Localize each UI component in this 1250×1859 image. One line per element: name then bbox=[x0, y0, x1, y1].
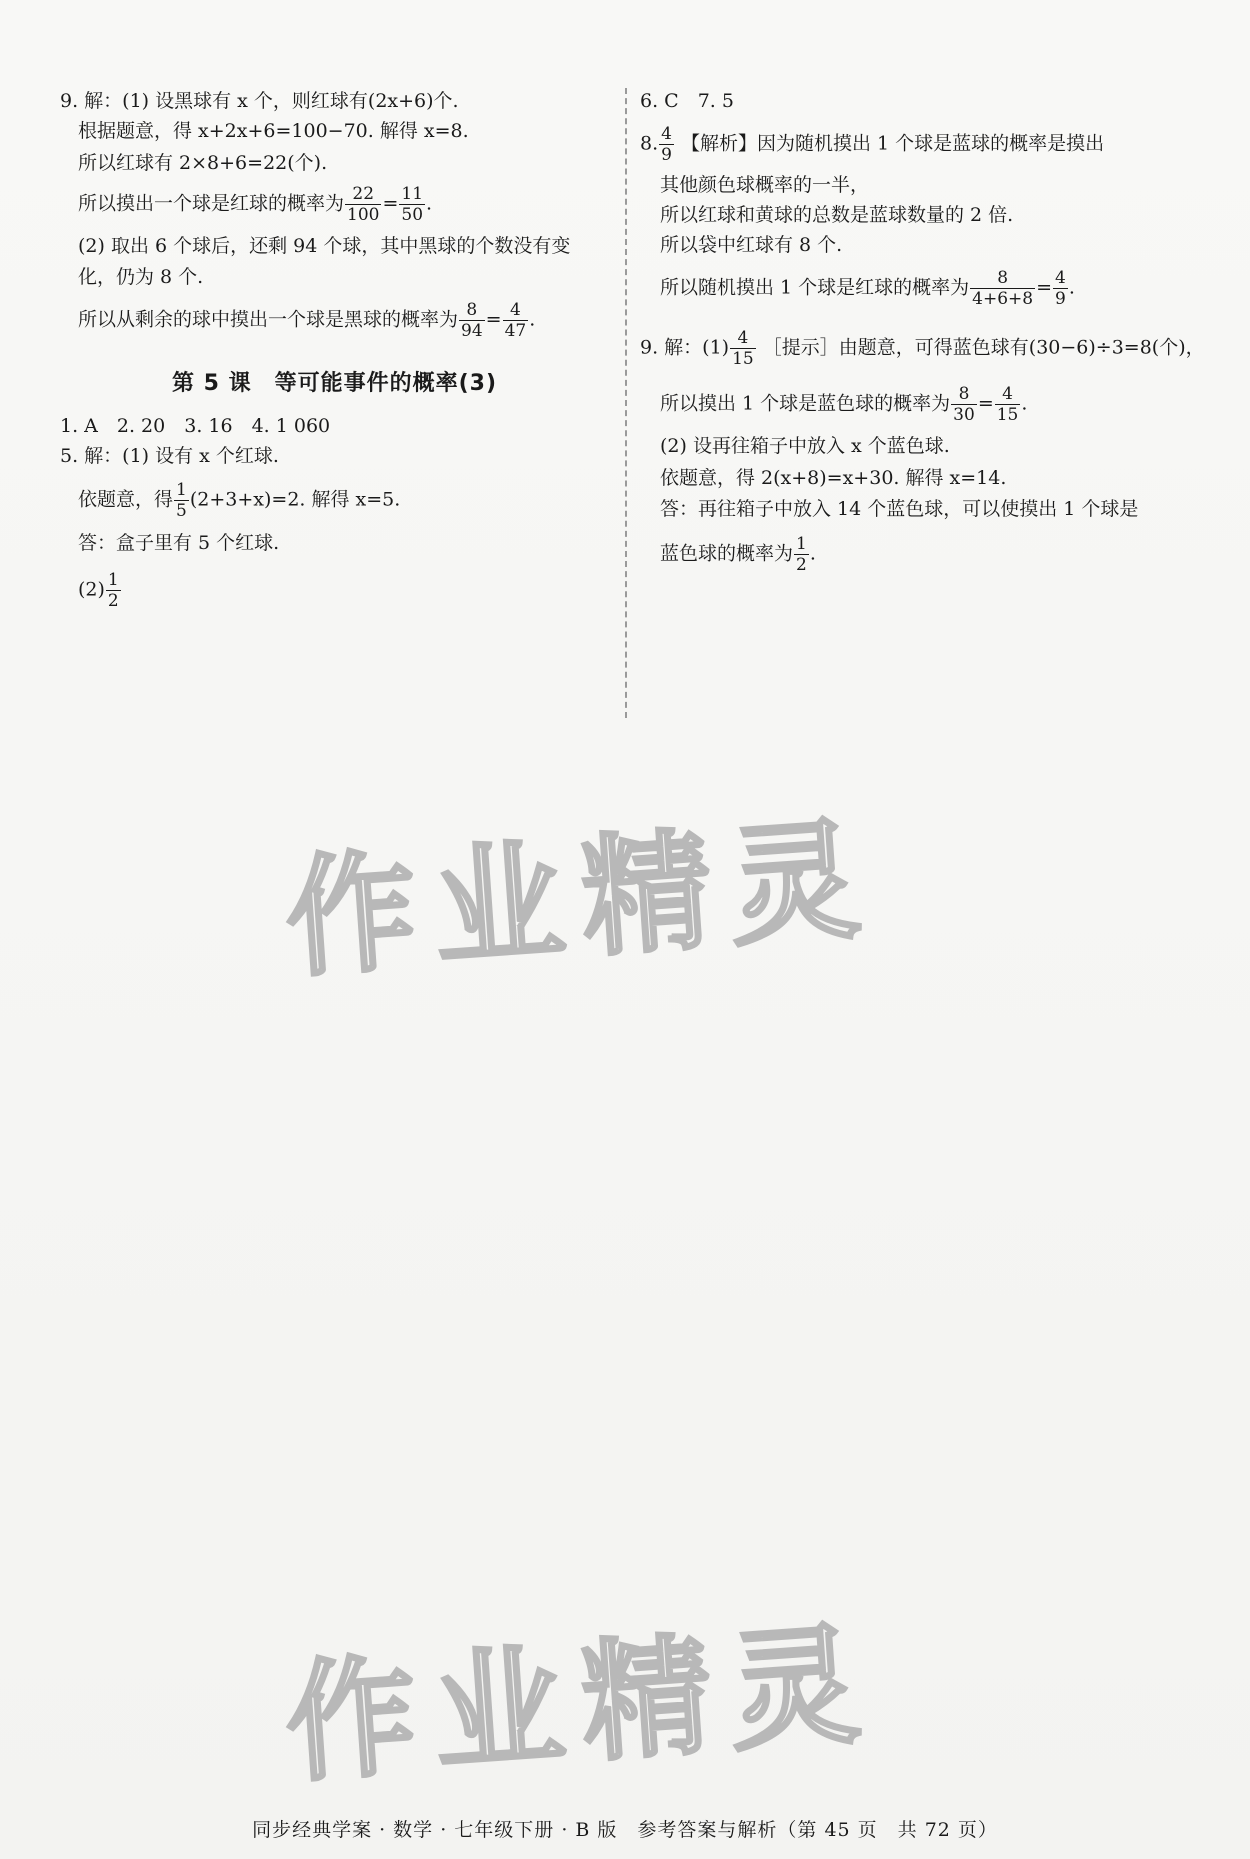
q8-line-3: 所以红球和黄球的总数是蓝球数量的 2 倍. bbox=[660, 204, 1014, 226]
denominator: 47 bbox=[504, 321, 527, 341]
denominator: 15 bbox=[732, 349, 754, 369]
denominator: 2 bbox=[796, 555, 807, 575]
period: . bbox=[809, 542, 816, 565]
q9-line-5: (2) 取出 6 个球后，还剩 94 个球，其中黑球的个数没有变 bbox=[78, 235, 571, 257]
q9-line-7 bbox=[78, 300, 535, 341]
numerator: 8 bbox=[997, 268, 1009, 288]
q9r-line-5: 答：再往箱子中放入 14 个蓝色球，可以使摸出 1 个球是 bbox=[660, 498, 1139, 520]
fraction bbox=[174, 480, 189, 521]
q8-number: 8. bbox=[640, 132, 659, 155]
denominator: 30 bbox=[953, 405, 975, 425]
numerator: 1 bbox=[176, 480, 187, 500]
equals: = bbox=[485, 308, 502, 331]
watermark-top: 作业精灵 bbox=[281, 802, 883, 996]
q5-line-2 bbox=[78, 480, 400, 521]
q9r-line-6 bbox=[660, 534, 816, 575]
fraction bbox=[1053, 268, 1068, 309]
equals: = bbox=[1036, 276, 1053, 299]
fraction bbox=[106, 570, 121, 611]
denominator: 94 bbox=[461, 321, 483, 341]
q9-line-3: 所以红球有 2×8+6=22(个). bbox=[78, 152, 328, 174]
numerator: 1 bbox=[796, 534, 807, 554]
q9-line-6: 化，仍为 8 个. bbox=[78, 266, 204, 288]
fraction bbox=[345, 184, 381, 225]
numerator: 8 bbox=[958, 384, 970, 404]
numerator: 4 bbox=[737, 328, 749, 348]
fraction bbox=[951, 384, 977, 425]
q9r-hint: ［提示］由题意，可得蓝色球有(30−6)÷3=8(个)， bbox=[762, 336, 1205, 359]
denominator: 4+6+8 bbox=[972, 289, 1034, 309]
watermark-bottom: 作业精灵 bbox=[281, 1607, 883, 1801]
fraction bbox=[794, 534, 809, 575]
q5-line-2-tail: (2+3+x)=2. 解得 x=5. bbox=[189, 488, 401, 511]
section-heading: 第 5 课 等可能事件的概率(3) bbox=[172, 371, 498, 396]
q5-line-3: 答：盒子里有 5 个红球. bbox=[78, 532, 280, 554]
denominator: 2 bbox=[107, 591, 119, 611]
denominator: 100 bbox=[347, 205, 380, 225]
fraction bbox=[503, 300, 529, 341]
q5-line-4 bbox=[78, 570, 122, 611]
q9r-line-2 bbox=[660, 384, 1027, 425]
denominator: 9 bbox=[1055, 289, 1066, 309]
equals: = bbox=[382, 192, 399, 215]
page-footer: 同步经典学案 · 数学 · 七年级下册 · B 版 参考答案与解析（第 45 页 共 72 页） bbox=[252, 1819, 998, 1841]
fraction bbox=[995, 384, 1021, 425]
q9r-line-6-text: 蓝色球的概率为 bbox=[660, 542, 794, 565]
numerator: 11 bbox=[401, 184, 424, 204]
fraction bbox=[399, 184, 425, 225]
fraction bbox=[970, 268, 1035, 309]
fraction bbox=[730, 328, 756, 369]
q8-line-2: 其他颜色球概率的一半， bbox=[660, 174, 870, 196]
fraction bbox=[659, 124, 674, 165]
denominator: 9 bbox=[661, 145, 672, 165]
period: . bbox=[529, 308, 536, 331]
q8-line-1 bbox=[640, 124, 1104, 165]
equals: = bbox=[977, 392, 994, 415]
q9r-number: 9. 解：(1) bbox=[640, 336, 730, 359]
period: . bbox=[426, 192, 433, 215]
q9-line-1: 9. 解：(1) 设黑球有 x 个，则红球有(2x+6)个. bbox=[60, 90, 459, 112]
q9-line-2: 根据题意，得 x+2x+6=100−70. 解得 x=8. bbox=[78, 120, 469, 142]
numerator: 8 bbox=[466, 300, 478, 320]
denominator: 15 bbox=[996, 405, 1019, 425]
q8-line-5 bbox=[660, 268, 1075, 309]
numerator: 22 bbox=[352, 184, 375, 204]
q9r-line-3: (2) 设再往箱子中放入 x 个蓝色球. bbox=[660, 435, 950, 457]
q9-line-4 bbox=[78, 184, 432, 225]
q8-analysis: 【解析】因为随机摸出 1 个球是蓝球的概率是摸出 bbox=[681, 132, 1105, 155]
numerator: 4 bbox=[509, 300, 521, 320]
q5-line-2-text: 依题意，得 bbox=[78, 488, 174, 511]
q9r-line-4: 依题意，得 2(x+8)=x+30. 解得 x=14. bbox=[660, 467, 1007, 489]
numerator: 4 bbox=[1002, 384, 1013, 404]
fraction bbox=[459, 300, 485, 341]
answers-6-7: 6. C 7. 5 bbox=[640, 90, 734, 112]
column-divider bbox=[625, 88, 627, 718]
q5-line-1: 5. 解：(1) 设有 x 个红球. bbox=[60, 445, 279, 467]
q5-part-2-label: (2) bbox=[78, 578, 105, 601]
q9-line-7-text: 所以从剩余的球中摸出一个球是黑球的概率为 bbox=[78, 308, 459, 331]
q8-line-4: 所以袋中红球有 8 个. bbox=[660, 234, 843, 256]
numerator: 1 bbox=[107, 570, 119, 590]
q9r-line-1 bbox=[640, 328, 1205, 369]
denominator: 5 bbox=[176, 501, 187, 521]
period: . bbox=[1068, 276, 1075, 299]
numerator: 4 bbox=[1055, 268, 1066, 288]
q8-line-5-text: 所以随机摸出 1 个球是红球的概率为 bbox=[660, 276, 970, 299]
q9r-line-2-text: 所以摸出 1 个球是蓝色球的概率为 bbox=[660, 392, 951, 415]
numerator: 4 bbox=[661, 124, 672, 144]
q9-line-4-text: 所以摸出一个球是红球的概率为 bbox=[78, 192, 345, 215]
period: . bbox=[1021, 392, 1028, 415]
answers-1-4: 1. A 2. 20 3. 16 4. 1 060 bbox=[60, 415, 331, 437]
denominator: 50 bbox=[401, 205, 424, 225]
